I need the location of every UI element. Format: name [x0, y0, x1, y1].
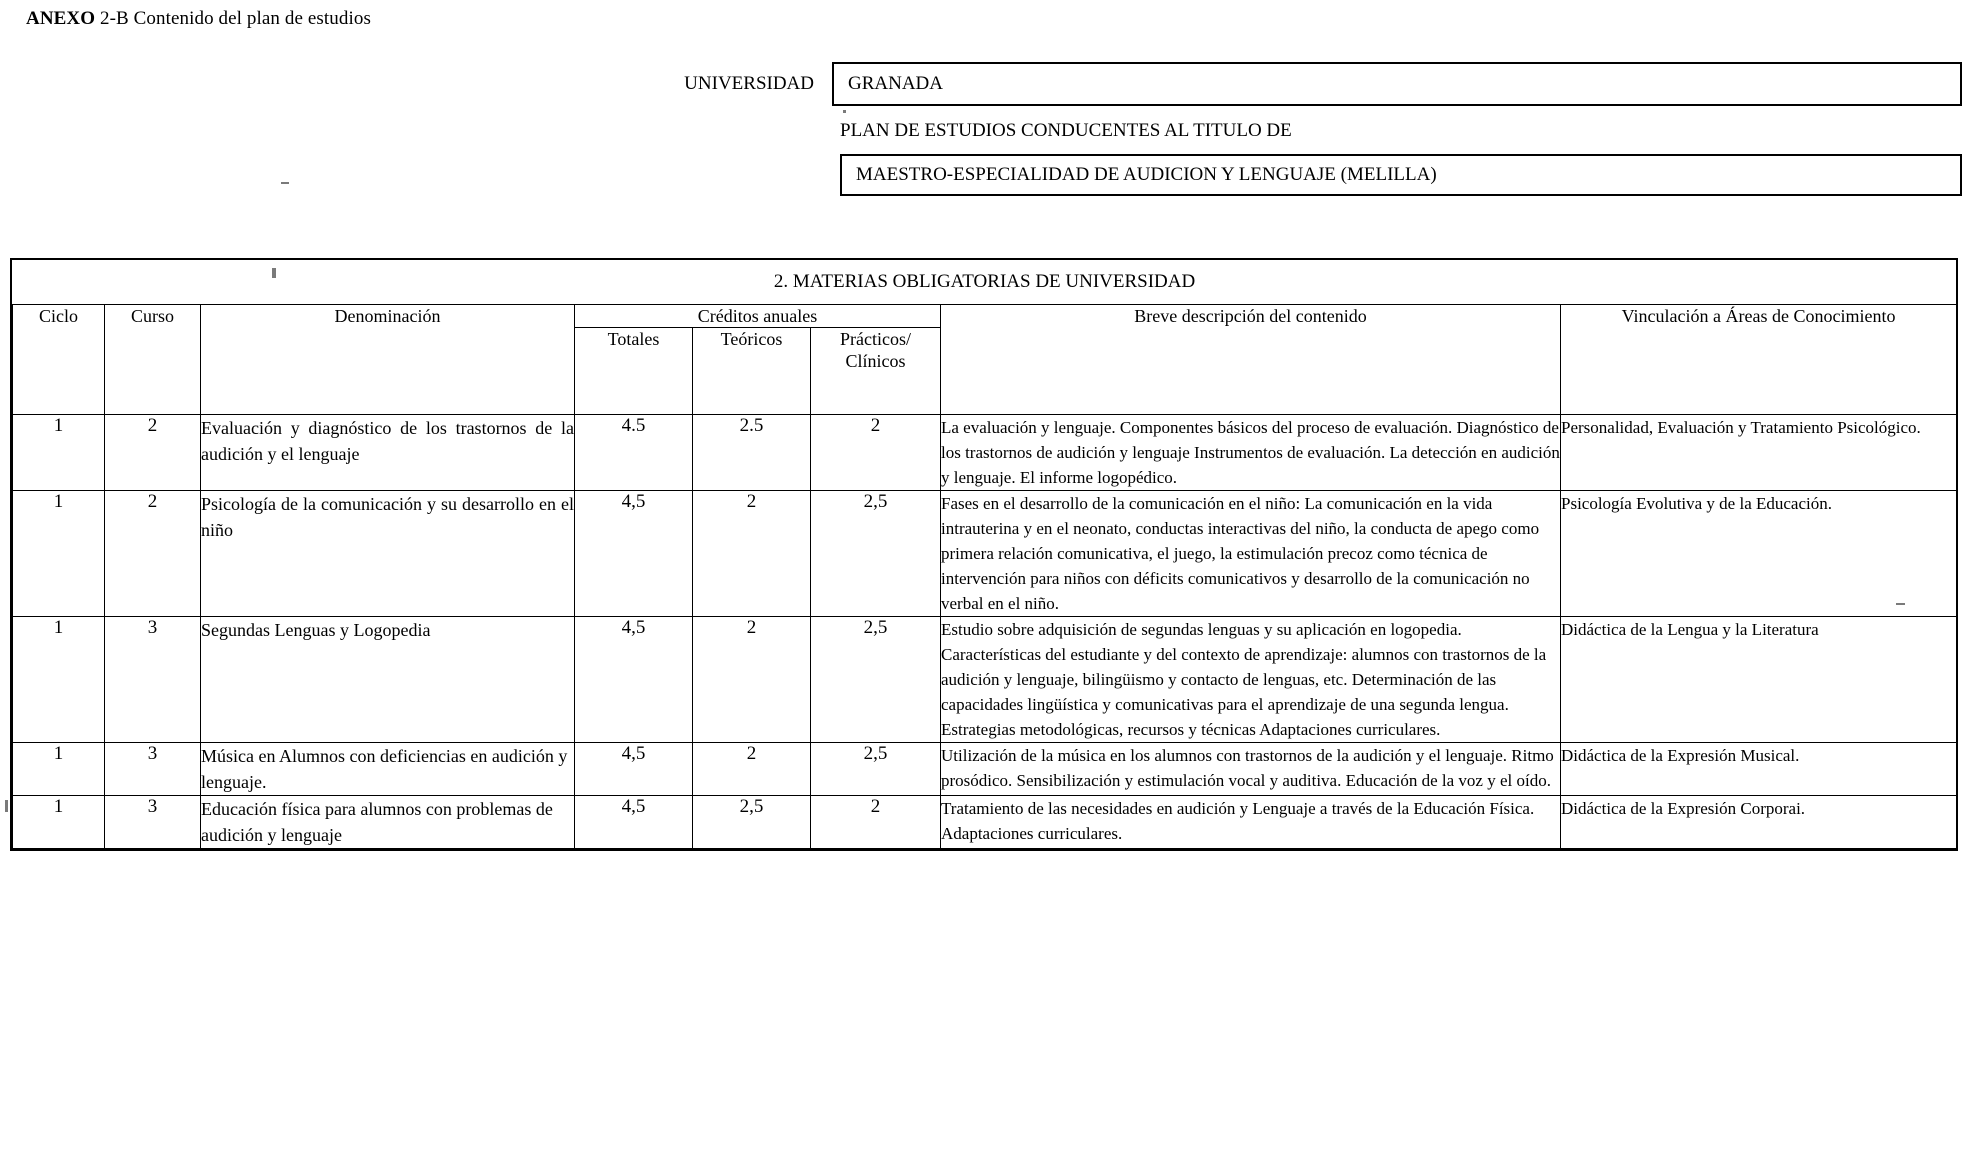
column-header-totales: Totales	[575, 328, 693, 415]
cell-practicos: 2,5	[811, 491, 941, 617]
cell-curso: 3	[105, 743, 201, 796]
anexo-title: 2-B Contenido del plan de estudios	[99, 8, 371, 29]
cell-ciclo: 1	[13, 796, 105, 849]
cell-descripcion: Tratamiento de las necesidades en audición y Lenguaje a través de la Educación Física. Adaptaciones curriculares.	[941, 796, 1561, 849]
cell-totales: 4.5	[575, 415, 693, 491]
scan-speck	[843, 110, 846, 113]
cell-vinculacion: Psicología Evolutiva y de la Educación.	[1561, 491, 1957, 617]
cell-vinculacion: Didáctica de la Expresión Corporai.	[1561, 796, 1957, 849]
scan-speck	[272, 268, 276, 278]
cell-ciclo: 1	[13, 491, 105, 617]
practicos-line-2: Clínicos	[845, 351, 906, 371]
cell-teoricos: 2.5	[693, 415, 811, 491]
cell-totales: 4,5	[575, 743, 693, 796]
header-row-top	[13, 305, 1957, 328]
anexo-label: ANEXO	[26, 8, 96, 29]
cell-totales: 4,5	[575, 491, 693, 617]
cell-teoricos: 2	[693, 617, 811, 743]
table-row	[13, 415, 1957, 491]
table-banner-row	[13, 260, 1957, 305]
cell-descripcion: Estudio sobre adquisición de segundas lenguas y su aplicación en logopedia. Características del estudiante y del contexto de aprendizaje: alumnos con trastornos de la audición y lenguaje, bilingüismo y contacto de lenguas, etc. Determinación de las capacidades lingüística y comunicativas para el aprendizaje de una segunda lengua. Estrategias metodológicas, recursos y técnicas Adaptaciones curriculares.	[941, 617, 1561, 743]
cell-teoricos: 2	[693, 491, 811, 617]
column-header-curso: Curso	[105, 305, 201, 415]
cell-ciclo: 1	[13, 743, 105, 796]
cell-curso: 2	[105, 491, 201, 617]
cell-denominacion: Evaluación y diagnóstico de los trastornos de la audición y el lenguaje	[201, 415, 575, 491]
cell-practicos: 2	[811, 415, 941, 491]
cell-curso: 3	[105, 617, 201, 743]
cell-denominacion: Segundas Lenguas y Logopedia	[201, 617, 575, 743]
scan-speck	[1896, 603, 1905, 605]
cell-vinculacion: Didáctica de la Expresión Musical.	[1561, 743, 1957, 796]
anexo-heading	[26, 8, 371, 30]
column-header-vinculacion: Vinculación a Áreas de Conocimiento	[1561, 305, 1957, 415]
materias-obligatorias-table	[12, 260, 1957, 849]
column-header-teoricos: Teóricos	[693, 328, 811, 415]
cell-vinculacion: Didáctica de la Lengua y la Literatura	[1561, 617, 1957, 743]
cell-practicos: 2	[811, 796, 941, 849]
cell-teoricos: 2	[693, 743, 811, 796]
cell-denominacion: Educación física para alumnos con problemas de audición y lenguaje	[201, 796, 575, 849]
materias-table-container	[10, 258, 1958, 851]
table-banner-title: 2. MATERIAS OBLIGATORIAS DE UNIVERSIDAD	[13, 260, 1957, 305]
cell-teoricos: 2,5	[693, 796, 811, 849]
university-value-field: GRANADA	[832, 62, 1962, 106]
cell-practicos: 2,5	[811, 743, 941, 796]
cell-practicos: 2,5	[811, 617, 941, 743]
table-row	[13, 743, 1957, 796]
column-header-creditos-anuales: Créditos anuales	[575, 305, 941, 328]
plan-de-estudios-line: PLAN DE ESTUDIOS CONDUCENTES AL TITULO DE	[840, 120, 1292, 141]
scan-speck	[281, 182, 289, 184]
university-header-block	[0, 62, 1968, 196]
cell-denominacion: Música en Alumnos con deficiencias en audición y lenguaje.	[201, 743, 575, 796]
column-header-denominacion: Denominación	[201, 305, 575, 415]
cell-totales: 4,5	[575, 617, 693, 743]
cell-curso: 2	[105, 415, 201, 491]
column-header-practicos-clinicos	[811, 328, 941, 415]
cell-descripcion: Utilización de la música en los alumnos con trastornos de la audición y el lenguaje. Ritmo prosódico. Sensibilización y estimulación vocal y auditiva. Educación de la voz y el oído.	[941, 743, 1561, 796]
cell-curso: 3	[105, 796, 201, 849]
cell-descripcion: La evaluación y lenguaje. Componentes básicos del proceso de evaluación. Diagnóstico de los trastornos de audición y lenguaje Instrumentos de evaluación. La detección en audición y lenguaje. El informe logopédico.	[941, 415, 1561, 491]
cell-descripcion: Fases en el desarrollo de la comunicación en el niño: La comunicación en la vida intrauterina y en el neonato, conductas interactivas del niño, la conducta de apego como primera relación comunicativa, el juego, la estimulación precoz como técnica de intervención para niños con déficits comunicativos y desarrollo de la comunicación no verbal en el niño.	[941, 491, 1561, 617]
cell-ciclo: 1	[13, 617, 105, 743]
degree-title-field: MAESTRO-ESPECIALIDAD DE AUDICION Y LENGUAJE (MELILLA)	[840, 154, 1962, 196]
column-header-descripcion: Breve descripción del contenido	[941, 305, 1561, 415]
cell-ciclo: 1	[13, 415, 105, 491]
table-body	[13, 415, 1957, 849]
table-row	[13, 491, 1957, 617]
table-head	[13, 260, 1957, 415]
university-row	[0, 62, 1968, 106]
scan-speck	[5, 800, 8, 812]
column-header-ciclo: Ciclo	[13, 305, 105, 415]
table-row	[13, 796, 1957, 849]
cell-denominacion: Psicología de la comunicación y su desarrollo en el niño	[201, 491, 575, 617]
university-label: UNIVERSIDAD	[684, 73, 814, 94]
cell-vinculacion: Personalidad, Evaluación y Tratamiento Psicológico.	[1561, 415, 1957, 491]
cell-totales: 4,5	[575, 796, 693, 849]
table-row	[13, 617, 1957, 743]
practicos-line-1: Prácticos/	[840, 329, 911, 349]
